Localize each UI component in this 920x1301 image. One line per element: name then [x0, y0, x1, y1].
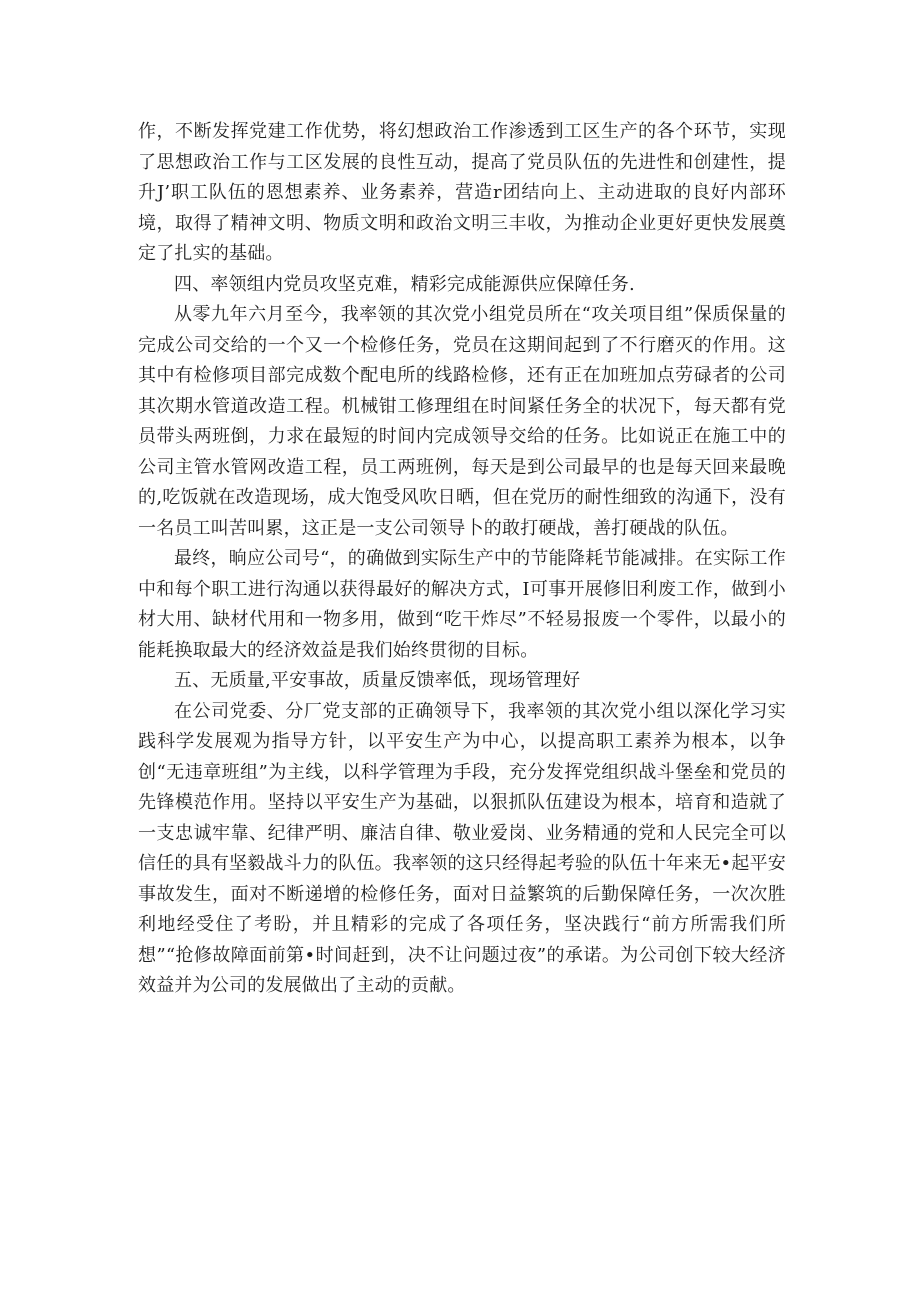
document-body: [138, 117, 786, 1002]
section-heading-five: 五、无质量,平安事故，质量反馈率低，现场管理好: [174, 670, 581, 691]
paragraph-energy-saving: 最终，晌应公司号“，的确做到实际生产中的节能降耗节能减排。在实际工作中和每个职工进行沟通以获得最好的解决方式，I可事开展修旧利废工作，做到小材大用、缺材代用和一物多用，做到“吃干炸尽”不轻易报废一个零件，以最小的能耗换取最大的经济效益是我们始终贯彻的目标。: [138, 548, 786, 661]
paragraph-continuation: 作，不断发挥党建工作优势，将幻想政治工作渗透到工区生产的各个环节，实现了思想政治工作与工区发展的良性互动，提高了党员队伍的先进性和创建性，提升J’职工队伍的恩想素养、业务素养，营造r团结向上、主动进取的良好内部环境，取得了精神文明、物质文明和政治文明三丰收，为推动企业更好更快发展奠定了扎实的基础。: [138, 121, 786, 264]
paragraph-safety-production: 在公司党委、分厂党支部的正确领导下，我率领的其次党小组以深化学习实践科学发展观为指导方针，以平安生产为中心，以提高职工素养为根本，以争创“无违章班组”为主线，以科学管理为手段，充分发挥党组织战斗堡垒和党员的先锋模范作用。坚持以平安生产为基础，以狠抓队伍建设为根本，培育和造就了一支忠诚牢靠、纪律严明、廉洁自律、敬业爱岗、业务精通的党和人民完全可以信任的具有坚毅战斗力的队伍。我率领的这只经得起考验的队伍十年来无•起平安事故发生，面对不断递增的检修任务，面对日益繁筑的后勤保障任务，一次次胜利地经受住了考盼，并且精彩的完成了各项任务，坚决践行“前方所需我们所想”“抢修故障面前第•时间赶到，决不让问题过夜”的承诺。为公司创下较大经济效益并为公司的发展做出了主动的贡献。: [138, 700, 786, 996]
section-heading-four: 四、率领组内党员攻坚克难，精彩完成能源供应保障任务.: [174, 273, 635, 295]
paragraph-maintenance-tasks: 从零九年六月至今，我率领的其次党小组党员所在“攻关项目组”保质保量的完成公司交给的一个又一个检修任务，党员在这期间起到了不行磨灭的作用。这其中有检修项目部完成数个配电所的线路检修，还有正在加班加点劳碌者的公司其次期水管道改造工程。机械钳工修理组在时间紧任务全的状况下，每天都有党员带头两班倒，力求在最短的时间内完成领导交给的任务。比如说正在施工中的公司主管水管网改造工程，员工两班例，每天是到公司最早的也是每天回来最晚的,吃饭就在改造现场，成大饱受风吹日晒，但在党历的耐性细致的沟通下，没有一名员工叫苦叫累，这正是一支公司领导卜的敢打硬战，善打硬战的队伍。: [138, 304, 786, 539]
